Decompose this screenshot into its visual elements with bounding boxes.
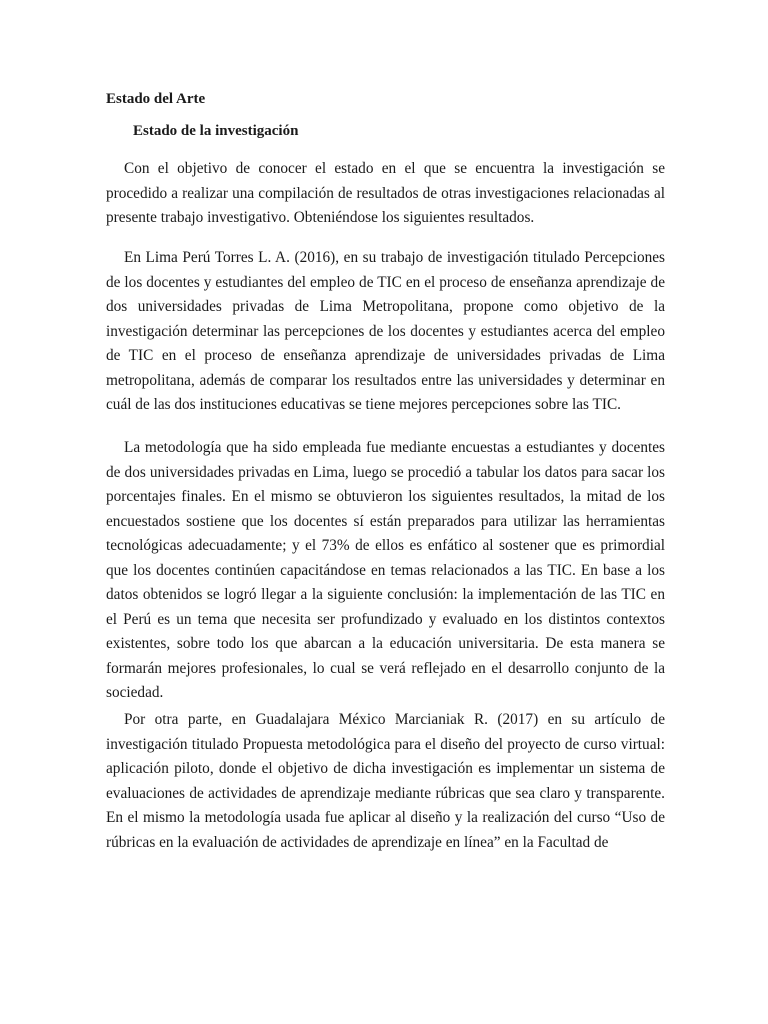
paragraph-marcianiak-study: Por otra parte, en Guadalajara México Marcianiak R. (2017) en su artículo de investigación titulado Propuesta metodológica para el diseño del proyecto de curso virtual: aplicación piloto, donde el objetivo de dicha investigación es implementar un sistema de evaluaciones de actividades de aprendizaje mediante rúbricas que sea claro y transparente. En el mismo la metodología usada fue aplicar al diseño y la realización del curso “Uso de rúbricas en la evaluación de actividades de aprendizaje en línea” en la Facultad de [106,711,665,851]
paragraph-introduction: Con el objetivo de conocer el estado en el que se encuentra la investigación se procedido a realizar una compilación de resultados de otras investigaciones relacionadas al presente trabajo investigativo. Obteniéndose los siguientes resultados. [106,160,665,226]
paragraph-methodology: La metodología que ha sido empleada fue mediante encuestas a estudiantes y docentes de dos universidades privadas en Lima, luego se procedió a tabular los datos para sacar los porcentajes finales. En el mismo se obtuvieron los siguientes resultados, la mitad de los encuestados sostiene que los docentes sí están preparados para utilizar las herramientas tecnológicas adecuadamente; y el 73% de ellos es enfático al sostener que es primordial que los docentes continúen capacitándose en temas relacionados a las TIC. En base a los datos obtenidos se logró llegar a la siguiente conclusión: la implementación de las TIC en el Perú es un tema que necesita ser profundizado y evaluado en los distintos contextos existentes, sobre todo los que abarcan a la educación universitaria. De esta manera se formarán mejores profesionales, lo cual se verá reflejado en el desarrollo conjunto de la sociedad. [106,439,665,701]
subsection-heading: Estado de la investigación [133,123,299,139]
section-heading: Estado del Arte [106,91,206,107]
paragraph-torres-study: En Lima Perú Torres L. A. (2016), en su trabajo de investigación titulado Percepciones de los docentes y estudiantes del empleo de TIC en el proceso de enseñanza aprendizaje de dos universidades privadas de Lima Metropolitana, propone como objetivo de la investigación determinar las percepciones de los docentes y estudiantes acerca del empleo de TIC en el proceso de enseñanza aprendizaje de universidades privadas de Lima metropolitana, además de comparar los resultados entre las universidades y determinar en cuál de las dos instituciones educativas se tiene mejores percepciones sobre las TIC. [106,249,665,413]
